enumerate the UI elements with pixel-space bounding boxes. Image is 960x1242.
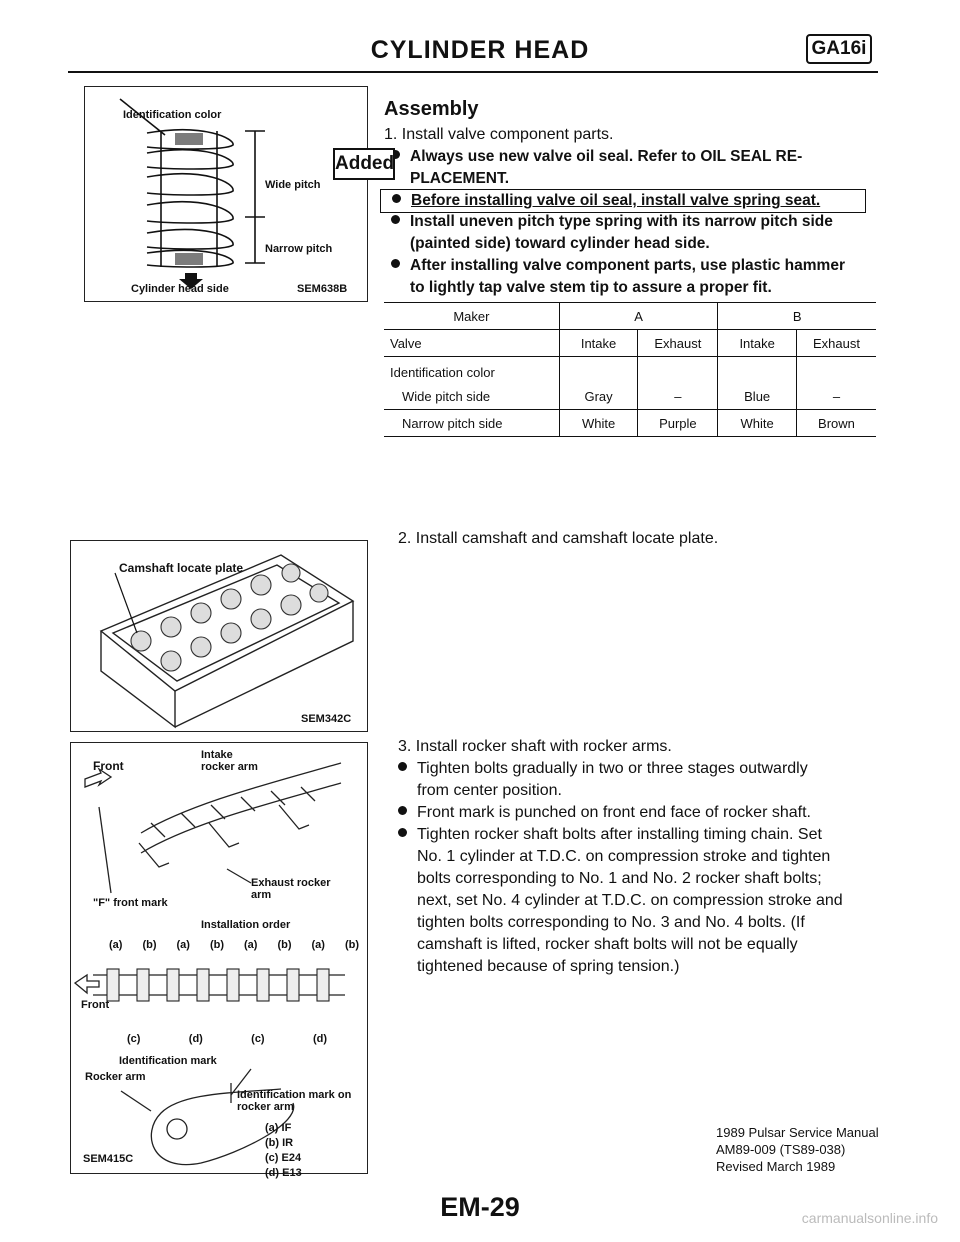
engine-code-badge: GA16i	[806, 34, 872, 64]
camshaft-locate-plate-label: Camshaft locate plate	[119, 561, 244, 575]
mark-key-c: (c)	[265, 1152, 279, 1164]
cell-wide-b-intake: Blue	[718, 383, 797, 410]
bullet-plastic-hammer-cont: to lightly tap valve stem tip to assure a proper fit.	[410, 279, 772, 296]
footer-line-2: AM89-009 (TS89-038)	[716, 1142, 846, 1157]
identification-color-label: Identification color	[123, 109, 222, 121]
cell-maker-a: A	[559, 303, 718, 330]
installation-order-label: Installation order	[201, 919, 291, 931]
step-3-bullet-2: Front mark is punched on front end face of rocker shaft.	[398, 802, 811, 824]
cell-wide-a-exhaust: –	[638, 383, 718, 410]
f-front-mark-label: "F" front mark	[93, 897, 168, 909]
page-number: EM-29	[440, 1192, 520, 1222]
front-label-bottom: Front	[81, 999, 110, 1011]
step-1-text: 1. Install valve component parts.	[384, 126, 614, 143]
order-top-2: (b)	[142, 939, 157, 951]
cell-wide-pitch-side: Wide pitch side	[384, 383, 559, 410]
step-3-bullet-3-line-3: bolts corresponding to No. 1 and No. 2 rocker shaft bolts;	[417, 870, 822, 887]
figure-valve-spring	[84, 86, 368, 302]
order-top-7: (a)	[311, 939, 325, 951]
mark-key-a: (a)	[265, 1122, 279, 1134]
narrow-pitch-label: Narrow pitch	[265, 243, 333, 255]
exhaust-rocker-arm-label: Exhaust rocker arm	[251, 877, 331, 901]
cell-maker-b: B	[792, 308, 802, 324]
page-title: CYLINDER HEAD	[370, 36, 590, 64]
order-top-1: (a)	[109, 939, 123, 951]
cell-wide-a-intake: Gray	[559, 383, 638, 410]
mark-value-c: E24	[281, 1152, 302, 1164]
step-3-bullet-3-line-4: next, set No. 4 cylinder at T.D.C. on compression stroke and	[417, 892, 843, 909]
footer-line-3: Revised March 1989	[716, 1159, 836, 1174]
cell-valve: Valve	[384, 330, 559, 357]
order-top-4: (b)	[209, 939, 224, 951]
mark-value-a: IF	[281, 1122, 292, 1134]
bullet-spring-seat: Before installing valve oil seal, install valve spring seat.	[380, 189, 866, 213]
step-3-bullet-3-line-2: No. 1 cylinder at T.D.C. on compression stroke and tighten	[417, 848, 831, 865]
cell-identification-color: Identification color	[384, 357, 559, 384]
front-label-top: Front	[93, 759, 124, 773]
mark-key-d: (d)	[265, 1167, 280, 1179]
order-bottom-1: (c)	[127, 1033, 141, 1045]
figure-code: SEM638B	[297, 283, 348, 295]
bullet-uneven-pitch: Install uneven pitch type spring with its narrow pitch side	[391, 211, 833, 233]
order-bottom-4: (d)	[312, 1033, 327, 1045]
footer-line-1: 1989 Pulsar Service Manual	[716, 1125, 879, 1140]
watermark[interactable]: carmanualsonline.info	[801, 1210, 938, 1226]
added-stamp: Added	[333, 148, 395, 180]
figure-rocker-shaft	[70, 742, 368, 1179]
step-3-heading: 3. Install rocker shaft with rocker arms.	[398, 738, 672, 755]
cell-narrow-pitch-side: Narrow pitch side	[384, 410, 559, 437]
bullet-oil-seal: Always use new valve oil seal. Refer to OIL SEAL RE-	[391, 146, 802, 168]
order-top-3: (a)	[176, 939, 190, 951]
intake-rocker-arm-label: Intake rocker arm	[201, 749, 258, 773]
order-top-5: (a)	[244, 939, 258, 951]
cell-b-exhaust: Exhaust	[812, 335, 860, 351]
cell-b-intake: Intake	[718, 330, 797, 357]
order-bottom-2: (d)	[188, 1033, 203, 1045]
identification-mark-on-rocker-arm-label: Identification mark on rocker arm	[237, 1089, 352, 1113]
step-3-bullet-3: Tighten rocker shaft bolts after installing timing chain. Set	[398, 824, 822, 846]
figure-code: SEM342C	[301, 713, 352, 725]
header-rule	[68, 71, 878, 73]
identification-mark-label: Identification mark	[119, 1055, 217, 1067]
wide-pitch-label: Wide pitch	[265, 179, 321, 191]
identification-marks-list	[265, 1121, 302, 1181]
bullet-uneven-pitch-cont: (painted side) toward cylinder head side.	[410, 235, 710, 252]
mark-value-b: IR	[282, 1137, 294, 1149]
figure-code: SEM415C	[83, 1153, 134, 1165]
order-top-6: (b)	[277, 939, 292, 951]
cell-narrow-a-intake: White	[559, 410, 638, 437]
spring-identification-table	[384, 302, 876, 437]
order-top-8: (b)	[344, 939, 359, 951]
cell-narrow-a-exhaust: Purple	[638, 410, 718, 437]
cell-a-exhaust: Exhaust	[638, 330, 718, 357]
mark-key-b: (b)	[265, 1137, 280, 1149]
cell-narrow-b-intake: White	[718, 410, 797, 437]
assembly-heading: Assembly	[384, 98, 479, 120]
mark-value-d: E13	[282, 1167, 302, 1179]
bullet-oil-seal-cont: PLACEMENT.	[410, 170, 510, 187]
cell-narrow-b-exhaust: Brown	[818, 415, 855, 431]
order-bottom-3: (c)	[251, 1033, 265, 1045]
step-3-bullet-3-line-6: camshaft is lifted, rocker shaft bolts will not be equally	[417, 936, 798, 953]
step-2-text: 2. Install camshaft and camshaft locate plate.	[398, 530, 719, 547]
cell-maker: Maker	[384, 303, 559, 330]
installation-order-bottom	[127, 1033, 327, 1045]
installation-order-top	[109, 939, 359, 951]
bullet-plastic-hammer: After installing valve component parts, use plastic hammer	[391, 255, 845, 277]
step-3-bullet-1: Tighten bolts gradually in two or three stages outwardly	[398, 758, 808, 780]
rocker-arm-label: Rocker arm	[85, 1071, 146, 1083]
footer-manual-info	[716, 1124, 879, 1175]
step-3-bullet-3-line-7: tightened because of spring tension.)	[417, 958, 680, 975]
step-3-bullet-3-line-5: tighten bolts corresponding to No. 3 and No. 4 bolts. (If	[417, 914, 805, 931]
cell-wide-b-exhaust: –	[832, 388, 841, 404]
cell-a-intake: Intake	[559, 330, 638, 357]
figure-camshaft-locate-plate	[70, 540, 368, 732]
cylinder-head-side-label: Cylinder head side	[131, 283, 229, 295]
step-3-bullet-1-cont: from center position.	[417, 782, 562, 799]
